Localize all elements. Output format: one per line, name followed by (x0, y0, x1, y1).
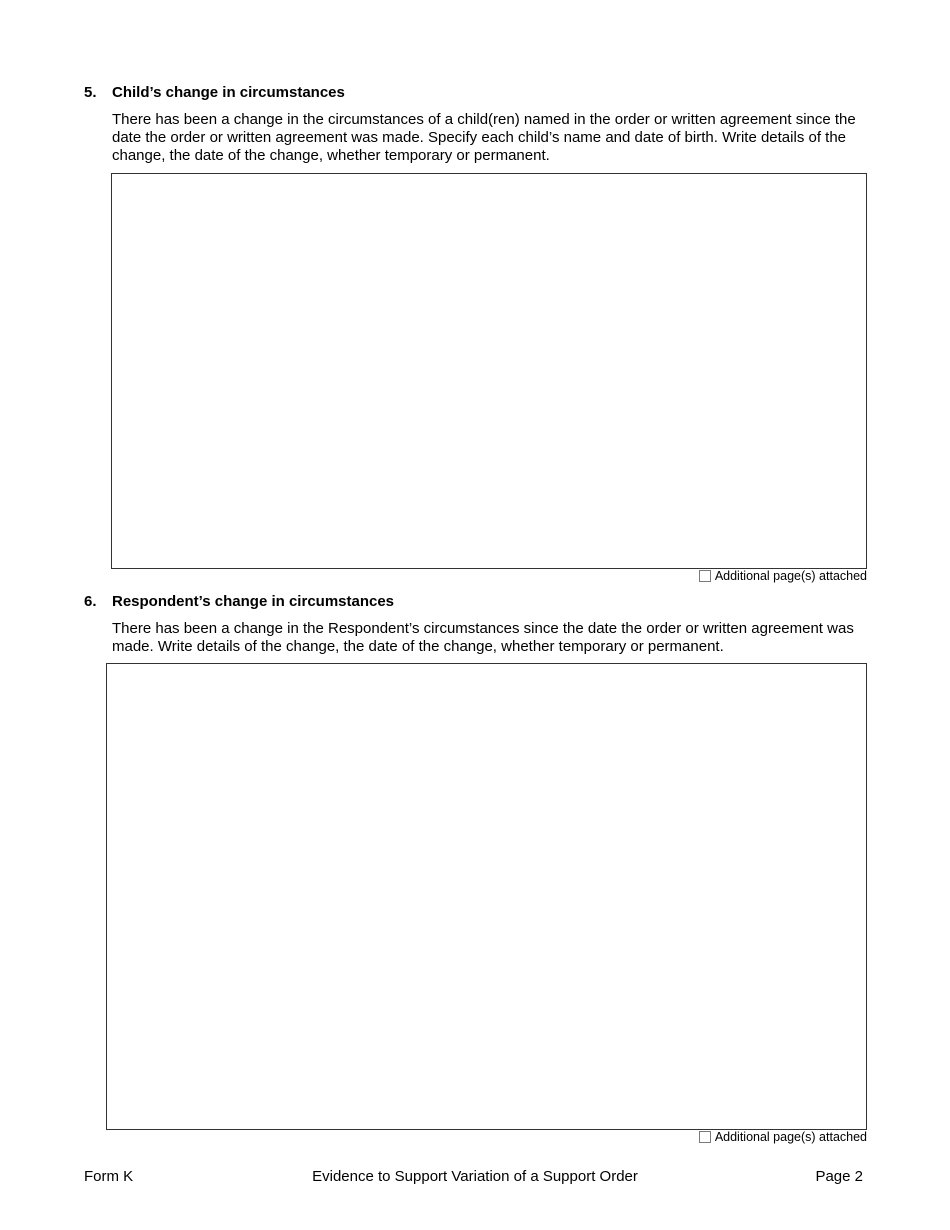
footer-form-title: Evidence to Support Variation of a Support Order (312, 1168, 638, 1185)
section-5-additional-pages-label: Additional page(s) attached (714, 569, 867, 583)
section-5-heading: Child’s change in circumstances (112, 84, 345, 101)
footer-page-number: Page 2 (815, 1168, 863, 1185)
section-5-additional-pages-checkbox[interactable] (699, 570, 711, 582)
section-5-number: 5. (84, 84, 97, 101)
section-6-number: 6. (84, 593, 97, 610)
section-6-additional-pages[interactable] (699, 1130, 867, 1144)
section-6-description: There has been a change in the Respondent’s circumstances since the date the order or written agreement was made. Write details of the change, the date of the change, whether temporary or permanent. (112, 620, 854, 655)
section-5-description: There has been a change in the circumstances of a child(ren) named in the order or written agreement since the date the order or written agreement was made. Specify each child’s name and date of birth. Write details of the change, the date of the change, whether temporary or permanent. (112, 111, 856, 164)
section-6-heading: Respondent’s change in circumstances (112, 593, 395, 610)
footer-form-name: Form K (84, 1168, 134, 1185)
section-6-details-field[interactable] (106, 663, 867, 1130)
section-6-additional-pages-checkbox[interactable] (699, 1131, 711, 1143)
section-5-additional-pages[interactable] (699, 569, 867, 583)
section-5-details-field[interactable] (111, 173, 867, 569)
section-6-additional-pages-label: Additional page(s) attached (714, 1130, 867, 1144)
